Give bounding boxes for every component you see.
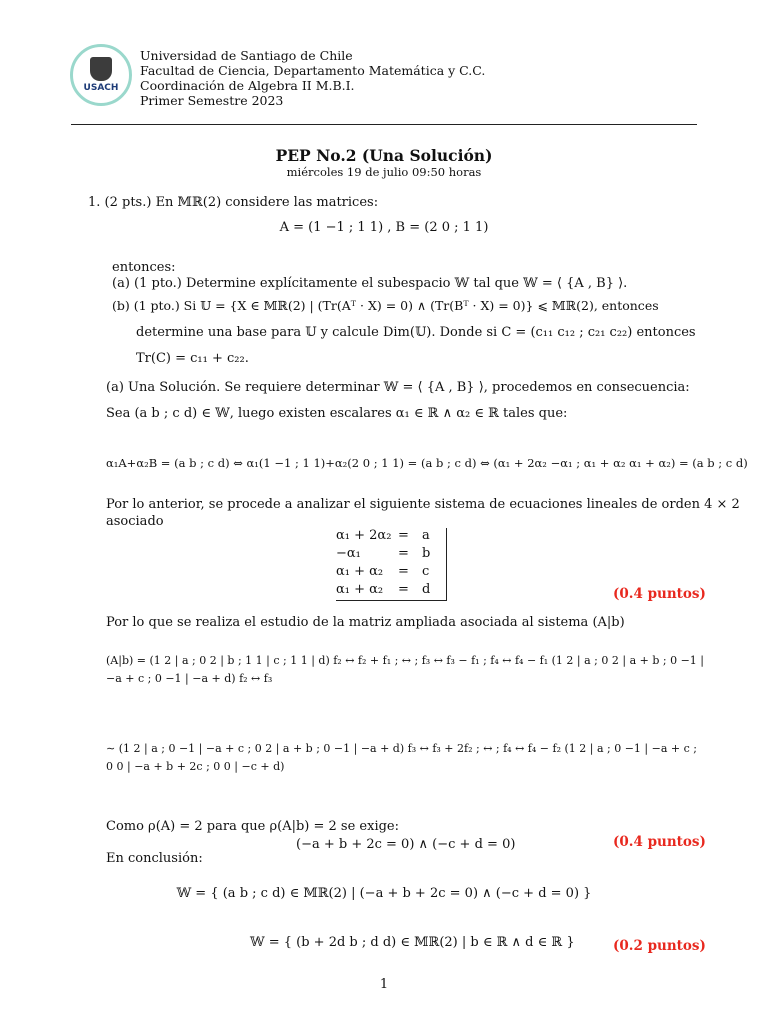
system-row	[336, 528, 446, 546]
problem-part-b-line2: determine una base para 𝕌 y calcule Dim(𝕌). Donde si C = (c₁₁ c₁₂ ; c₂₁ c₂₂) entonces	[136, 325, 696, 340]
header-line-1: Universidad de Santiago de Chile	[140, 48, 353, 63]
problem-entonces: entonces:	[112, 260, 176, 275]
page-title: PEP No.2 (Una Solución)	[275, 146, 493, 165]
solution-paragraph-1: Por lo anterior, se procede a analizar el siguiente sistema de ecuaciones lineales de orden 4 × 2	[106, 497, 740, 512]
problem-part-a: (a) (1 pto.) Determine explícitamente el subespacio 𝕎 tal que 𝕎 = ⟨ {A , B} ⟩.	[112, 276, 628, 291]
system-rhs: d	[422, 582, 431, 597]
problem-part-b-line1: (b) (1 pto.) Si 𝕌 = {X ∈ 𝕄ℝ(2) | (Tr(Aᵀ · X) = 0) ∧ (Tr(Bᵀ · X) = 0)} ⩽ 𝕄ℝ(2), entonces	[112, 298, 659, 313]
problem-intro: 1. (2 pts.) En 𝕄ℝ(2) considere las matrices:	[88, 195, 379, 210]
solution-paragraph-2: Por lo que se realiza el estudio de la matriz ampliada asociada al sistema (A|b)	[106, 615, 625, 630]
subspace-W-definition: 𝕎 = { (a b ; c d) ∈ 𝕄ℝ(2) | (−a + b + 2c = 0) ∧ (−c + d = 0) }	[176, 886, 592, 901]
subspace-W-explicit: 𝕎 = { (b + 2d b ; d d) ∈ 𝕄ℝ(2) | b ∈ ℝ ∧ d ∈ ℝ }	[250, 935, 575, 950]
augmented-matrix-step-2: ∼ (1 2 | a ; 0 −1 | −a + c ; 0 2 | a + b ; 0 −1 | −a + d) f₃ ↔ f₃ + 2f₂ ; ↔ ; f₄ ↔ f₄ − f₂ (1 2 | a ; 0 −1 | −a + c ; 0 0 | −a + b + 2c ; 0 0 | −c + d)	[106, 742, 697, 773]
header-line-2: Facultad de Ciencia, Departamento Matemática y C.C.	[140, 63, 486, 78]
system-rhs: c	[422, 564, 430, 579]
system-eq: =	[398, 528, 409, 543]
linear-system	[336, 528, 447, 601]
header-line-3: Coordinación de Algebra II M.B.I.	[140, 78, 355, 93]
system-row	[336, 582, 446, 601]
problem-part-b-line3: Tr(C) = c₁₁ + c₂₂.	[136, 351, 249, 366]
points-badge-1: (0.4 puntos)	[613, 586, 706, 602]
crest-icon	[90, 57, 112, 81]
page-subtitle: miércoles 19 de julio 09:50 horas	[286, 165, 482, 179]
logo-text: USACH	[83, 83, 119, 93]
solution-line-2: Sea (a b ; c d) ∈ 𝕎, luego existen escalares α₁ ∈ ℝ ∧ α₂ ∈ ℝ tales que:	[106, 406, 568, 421]
system-rhs: b	[422, 546, 431, 561]
solution-como: Como ρ(A) = 2 para que ρ(A|b) = 2 se exige:	[106, 819, 399, 834]
page-number: 1	[379, 977, 389, 992]
system-row	[336, 564, 446, 582]
university-logo	[70, 44, 132, 106]
system-lhs: α₁ + α₂	[336, 582, 384, 597]
system-eq: =	[398, 564, 409, 579]
header-line-4: Primer Semestre 2023	[140, 93, 284, 108]
system-rhs: a	[422, 528, 430, 543]
system-lhs: α₁ + α₂	[336, 564, 384, 579]
solution-condition: (−a + b + 2c = 0) ∧ (−c + d = 0)	[296, 837, 516, 852]
system-row	[336, 546, 446, 564]
system-lhs: −α₁	[336, 546, 361, 561]
header-divider	[71, 124, 697, 125]
problem-matrices: A = (1 −1 ; 1 1) , B = (2 0 ; 1 1)	[279, 220, 489, 235]
system-eq: =	[398, 582, 409, 597]
points-badge-3: (0.2 puntos)	[613, 938, 706, 954]
points-badge-2: (0.4 puntos)	[613, 834, 706, 850]
solution-line-1: (a) Una Solución. Se requiere determinar 𝕎 = ⟨ {A , B} ⟩, procedemos en consecuencia:	[106, 380, 690, 395]
solution-equation-1: α₁A+α₂B = (a b ; c d) ⇔ α₁(1 −1 ; 1 1)+α₂(2 0 ; 1 1) = (a b ; c d) ⇔ (α₁ + 2α₂ −α₁ ; α₁ + α₂ α₁ + α₂) = (a b ; c d)	[106, 456, 748, 470]
system-lhs: α₁ + 2α₂	[336, 528, 392, 543]
augmented-matrix-step-1: (A|b) = (1 2 | a ; 0 2 | b ; 1 1 | c ; 1 1 | d) f₂ ↔ f₂ + f₁ ; ↔ ; f₃ ↔ f₃ − f₁ ; f₄ ↔ f₄ − f₁ (1 2 | a ; 0 2 | a + b ; 0 −1 | −a + c ; 0 −1 | −a + d) f₂ ↔ f₃	[106, 654, 704, 685]
system-eq: =	[398, 546, 409, 561]
solution-paragraph-1b: asociado	[106, 514, 164, 529]
solution-conclusion: En conclusión:	[106, 851, 203, 866]
